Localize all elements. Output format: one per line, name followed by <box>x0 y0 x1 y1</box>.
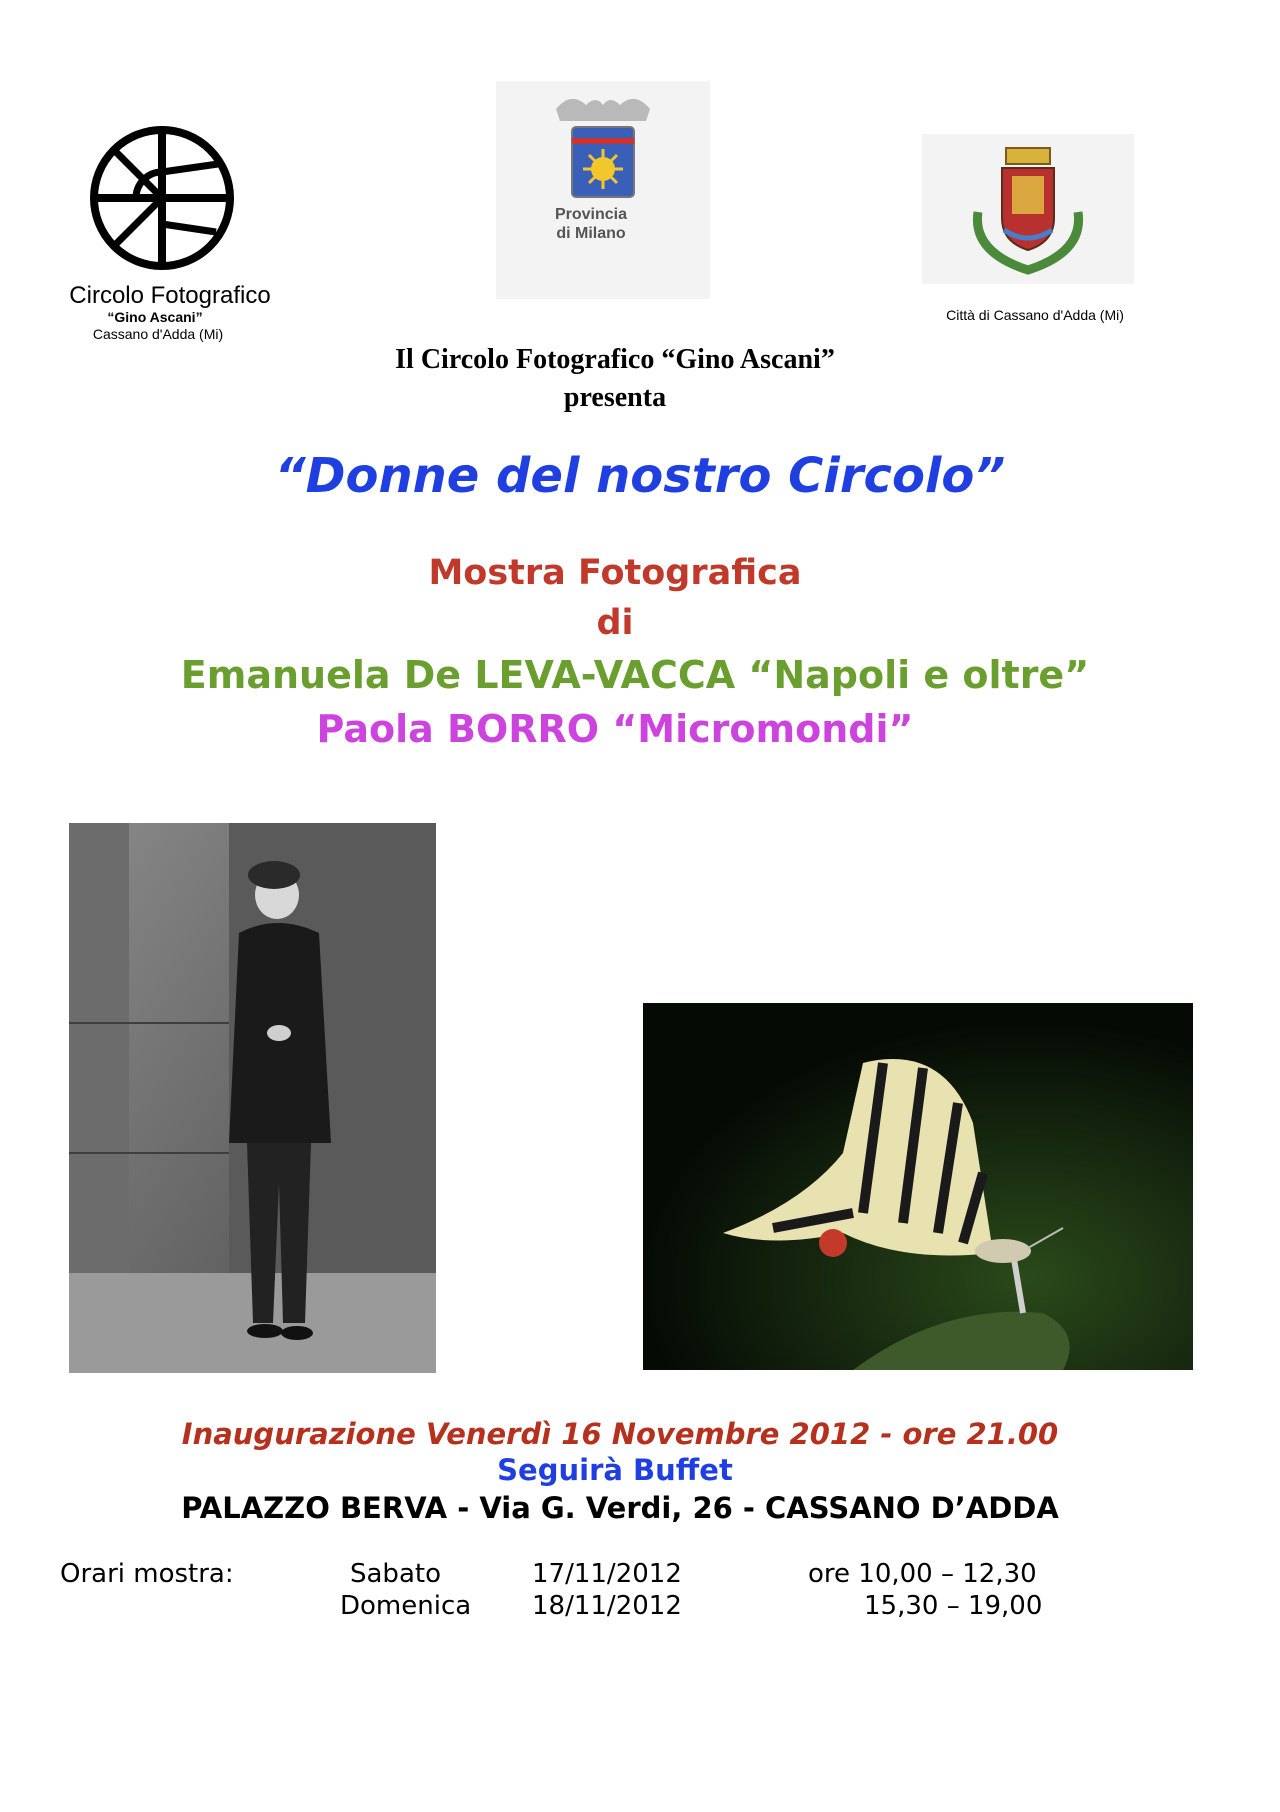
circolo-name: “Gino Ascani” <box>107 309 203 325</box>
presenta-line: presenta <box>563 382 667 413</box>
photo-woman <box>69 823 436 1373</box>
schedule-date-1: 17/11/2012 <box>532 1559 682 1589</box>
photo-woman-image <box>69 823 436 1373</box>
schedule-day-1: Sabato <box>350 1559 441 1589</box>
citta-logo <box>922 134 1134 284</box>
schedule-time-1: ore 10,00 – 12,30 <box>808 1559 1037 1589</box>
circolo-town: Cassano d'Adda (Mi) <box>92 326 224 342</box>
schedule-day-2: Domenica <box>340 1591 472 1621</box>
provincia-name <box>496 205 686 243</box>
photo-butterfly <box>643 1003 1193 1370</box>
presenter-line: Il Circolo Fotografico “Gino Ascani” <box>395 344 835 375</box>
inauguration-line: Inaugurazione Venerdì 16 Novembre 2012 - ore 21.00 <box>181 1417 1059 1451</box>
subtitle-di: di <box>596 603 634 643</box>
circolo-fotografico-logo <box>88 124 236 272</box>
subtitle-mostra: Mostra Fotografica <box>428 553 802 593</box>
provincia-logo <box>496 81 710 299</box>
provincia-line1: Provincia <box>554 206 628 223</box>
citta-caption: Città di Cassano d'Adda (Mi) <box>946 307 1124 323</box>
schedule-date-2: 18/11/2012 <box>532 1591 682 1621</box>
schedule-label: Orari mostra: <box>60 1559 234 1589</box>
provincia-crest-icon <box>496 81 710 299</box>
exhibition-title: “Donne del nostro Circolo” <box>274 448 1006 504</box>
citta-coat-of-arms-icon <box>922 134 1134 284</box>
buffet-line: Seguirà Buffet <box>497 1453 733 1487</box>
artist-1: Emanuela De LEVA-VACCA “Napoli e oltre” <box>180 653 1090 697</box>
circolo-title: Circolo Fotografico <box>69 282 271 309</box>
venue-line: PALAZZO BERVA - Via G. Verdi, 26 - CASSANO D’ADDA <box>181 1491 1059 1525</box>
provincia-line2: di Milano <box>556 225 626 242</box>
photo-butterfly-image <box>643 1003 1193 1370</box>
schedule-time-2: 15,30 – 19,00 <box>864 1591 1043 1621</box>
artist-2: Paola BORRO “Micromondi” <box>316 707 914 751</box>
